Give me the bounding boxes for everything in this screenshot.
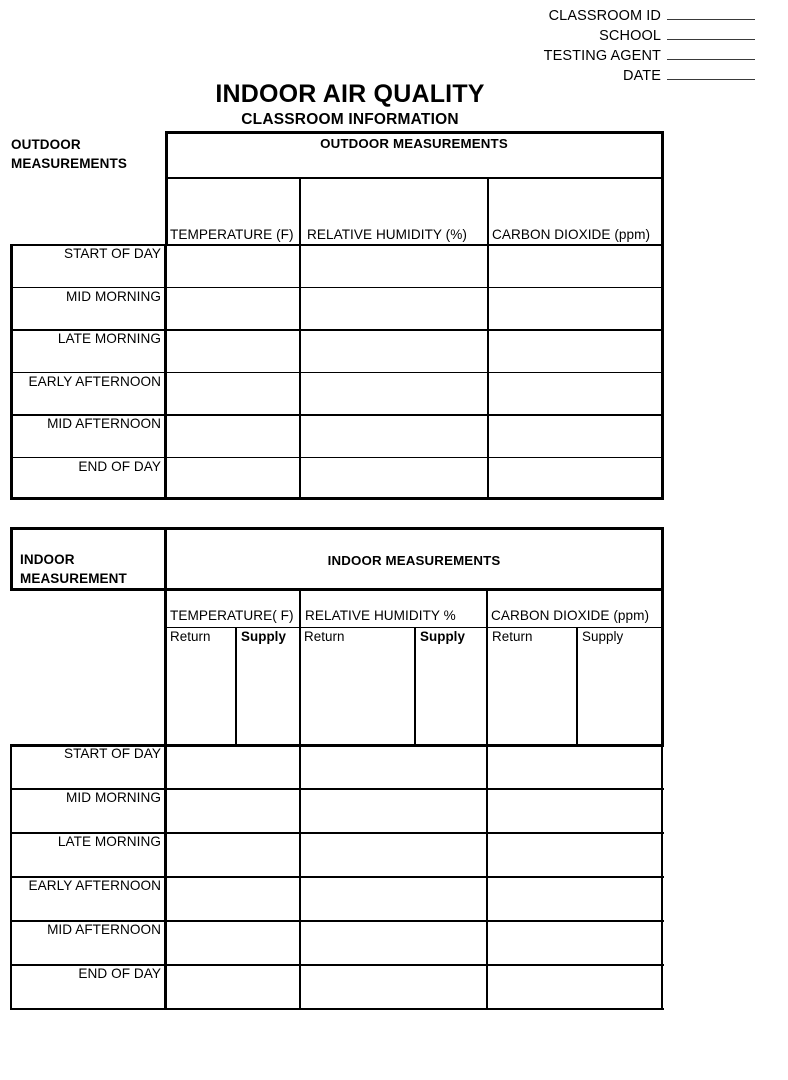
outdoor-cell[interactable] [301, 246, 486, 286]
page-subtitle: CLASSROOM INFORMATION [241, 111, 459, 128]
indoor-cell[interactable] [488, 922, 660, 963]
indoor-section-label [20, 550, 165, 588]
indoor-band-title: INDOOR MEASUREMENTS [327, 553, 501, 568]
field-label-classroom-id: CLASSROOM ID [548, 8, 661, 24]
indoor-subdivider-co2 [576, 627, 578, 745]
outdoor-cell[interactable] [166, 459, 298, 497]
indoor-colhead-divider-2 [486, 591, 488, 745]
indoor-body-right-border [661, 744, 663, 1009]
indoor-column-header-co2: CARBON DIOXIDE (ppm) [491, 608, 650, 623]
outdoor-cell[interactable] [166, 331, 298, 371]
field-input-school[interactable] [667, 26, 755, 40]
indoor-section-label-line2: MEASUREMENT [20, 571, 127, 586]
outdoor-cell[interactable] [301, 289, 486, 329]
indoor-colhead-right-border [661, 591, 664, 745]
outdoor-cell[interactable] [301, 416, 486, 456]
outdoor-row-label-end-of-day: END OF DAY [78, 458, 161, 474]
indoor-colhead-divider-1 [299, 591, 301, 745]
indoor-subheader-humidity-return: Return [304, 629, 345, 644]
outdoor-row-label-mid-morning: MID MORNING [66, 288, 161, 304]
indoor-cell[interactable] [301, 966, 485, 1007]
outdoor-column-header-humidity: RELATIVE HUMIDITY (%) [307, 227, 467, 242]
indoor-cell[interactable] [488, 746, 660, 787]
outdoor-cell[interactable] [166, 289, 298, 329]
outdoor-section-label-line2: MEASUREMENTS [11, 156, 127, 171]
outdoor-cell[interactable] [489, 374, 660, 414]
indoor-cell[interactable] [166, 878, 298, 919]
outdoor-cell[interactable] [301, 331, 486, 371]
outdoor-cell[interactable] [489, 416, 660, 456]
indoor-cell[interactable] [301, 878, 485, 919]
indoor-row-label-end-of-day: END OF DAY [78, 966, 161, 981]
indoor-cell[interactable] [166, 746, 298, 787]
indoor-band-left-border [10, 527, 13, 591]
outdoor-cell[interactable] [489, 459, 660, 497]
outdoor-row-label-start-of-day: START OF DAY [63, 246, 161, 261]
outdoor-table-bottom-border [10, 497, 664, 500]
indoor-cell[interactable] [488, 790, 660, 831]
outdoor-row-label-early-afternoon: EARLY AFTERNOON [28, 373, 161, 389]
indoor-band-label-divider [164, 527, 167, 591]
indoor-cell[interactable] [301, 834, 485, 875]
outdoor-cell[interactable] [489, 289, 660, 329]
field-label-testing-agent: TESTING AGENT [543, 48, 661, 64]
field-label-date: DATE [623, 68, 661, 84]
indoor-column-header-humidity: RELATIVE HUMIDITY % [305, 608, 456, 623]
field-input-testing-agent[interactable] [667, 46, 755, 60]
outdoor-colhead-divider-1 [299, 177, 301, 245]
indoor-subheader-humidity-supply: Supply [420, 629, 465, 644]
indoor-subheader-temperature-return: Return [170, 629, 211, 644]
field-input-classroom-id[interactable] [667, 6, 755, 20]
field-testing-agent[interactable] [335, 46, 755, 66]
indoor-row-label-mid-morning: MID MORNING [66, 790, 161, 805]
indoor-row-label-mid-afternoon: MID AFTERNOON [47, 922, 161, 937]
outdoor-section-label [11, 135, 161, 173]
field-school[interactable] [335, 26, 755, 46]
indoor-cell[interactable] [166, 966, 298, 1007]
outdoor-band-title: OUTDOOR MEASUREMENTS [320, 136, 508, 151]
indoor-cell[interactable] [301, 746, 485, 787]
indoor-subheader-co2-return: Return [492, 629, 533, 644]
indoor-row-label-early-afternoon: EARLY AFTERNOON [28, 878, 161, 893]
outdoor-cell[interactable] [489, 246, 660, 286]
indoor-subdivider-temperature [235, 627, 237, 745]
indoor-table-bottom-border [10, 1008, 664, 1010]
outdoor-cell[interactable] [166, 374, 298, 414]
outdoor-column-header-co2: CARBON DIOXIDE (ppm) [492, 227, 651, 242]
outdoor-band-left-border [165, 131, 168, 179]
page-title: INDOOR AIR QUALITY [215, 80, 485, 108]
indoor-subheader-temperature-supply: Supply [241, 629, 286, 644]
indoor-cell[interactable] [166, 922, 298, 963]
outdoor-colhead-left-border [165, 177, 168, 245]
outdoor-cell[interactable] [301, 459, 486, 497]
outdoor-band-right-border [661, 131, 664, 179]
indoor-colhead-left-border [164, 591, 167, 745]
outdoor-section-label-line1: OUTDOOR [11, 137, 81, 152]
indoor-cell[interactable] [488, 966, 660, 1007]
indoor-cell[interactable] [166, 790, 298, 831]
field-label-school: SCHOOL [599, 28, 661, 44]
field-classroom-id[interactable] [335, 6, 755, 26]
indoor-table-top-border [10, 527, 664, 530]
indoor-cell[interactable] [301, 922, 485, 963]
outdoor-cell[interactable] [301, 374, 486, 414]
outdoor-cell[interactable] [489, 331, 660, 371]
outdoor-colhead-right-border [661, 177, 664, 245]
outdoor-band-bottom-border [165, 177, 664, 179]
indoor-cell[interactable] [488, 878, 660, 919]
outdoor-cell[interactable] [166, 416, 298, 456]
outdoor-colhead-divider-2 [487, 177, 489, 245]
indoor-row-label-late-morning: LATE MORNING [57, 834, 161, 849]
identification-fields [335, 6, 755, 86]
outdoor-row-label-late-morning: LATE MORNING [57, 331, 161, 346]
outdoor-band-top-border [165, 131, 664, 134]
indoor-subheader-co2-supply: Supply [582, 629, 624, 644]
indoor-band-right-border [661, 527, 664, 591]
field-input-date[interactable] [667, 66, 755, 80]
indoor-cell[interactable] [301, 790, 485, 831]
outdoor-cell[interactable] [166, 246, 298, 286]
indoor-section-label-line1: INDOOR [20, 552, 75, 567]
outdoor-body-right-border [661, 244, 664, 500]
indoor-cell[interactable] [488, 834, 660, 875]
indoor-subdivider-humidity [414, 627, 416, 745]
indoor-cell[interactable] [166, 834, 298, 875]
indoor-row-label-start-of-day: START OF DAY [63, 746, 161, 761]
outdoor-row-label-mid-afternoon: MID AFTERNOON [47, 416, 161, 431]
indoor-band-bottom-border [10, 588, 664, 591]
indoor-column-header-temperature: TEMPERATURE( F) [170, 608, 294, 623]
outdoor-column-header-temperature: TEMPERATURE (F) [170, 227, 294, 242]
